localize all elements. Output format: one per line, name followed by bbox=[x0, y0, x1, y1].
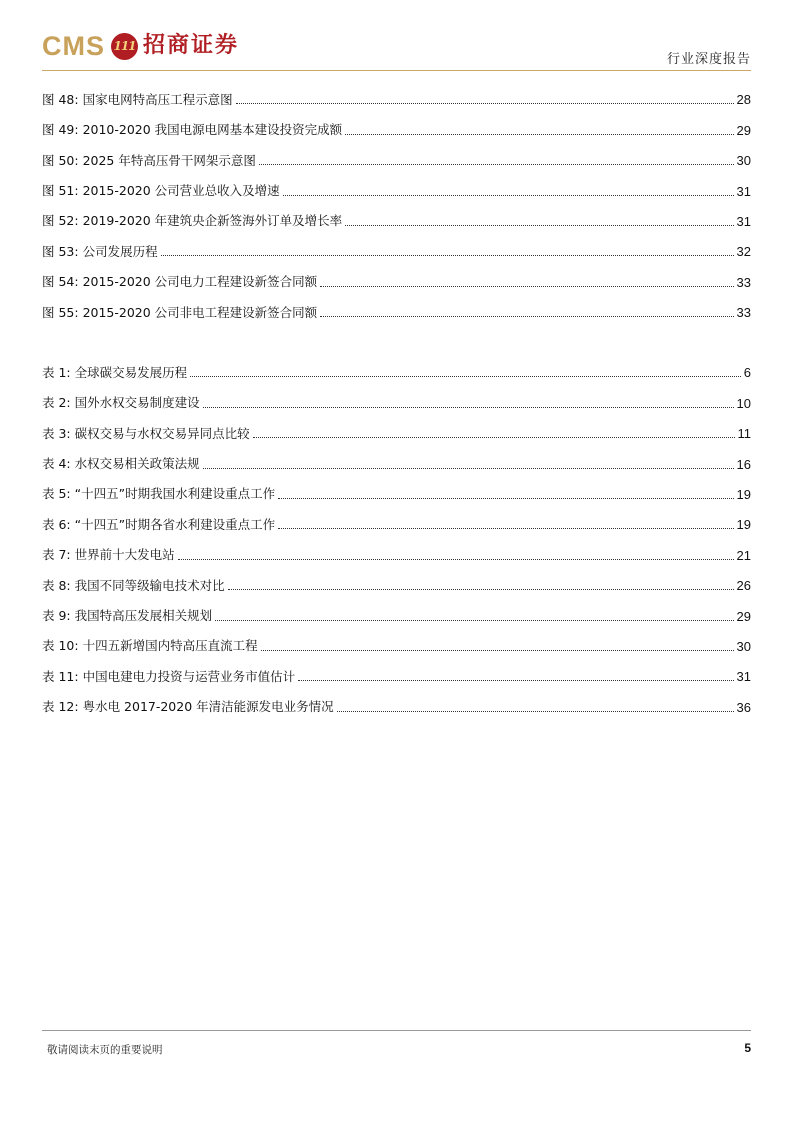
toc-entry-label: 表 5: “十四五”时期我国水利建设重点工作 bbox=[42, 486, 276, 502]
toc-entry[interactable] bbox=[42, 596, 751, 626]
toc-entry-label: 表 3: 碳权交易与水权交易异同点比较 bbox=[42, 425, 250, 441]
toc-entry-label: 图 52: 2019-2020 年建筑央企新签海外订单及增长率 bbox=[42, 213, 343, 229]
toc-entry-page: 31 bbox=[736, 183, 751, 199]
toc-dot-leader bbox=[283, 195, 734, 196]
toc-entry[interactable] bbox=[42, 262, 751, 292]
toc-entry-label: 表 8: 我国不同等级输电技术对比 bbox=[42, 577, 225, 593]
toc-entry-page: 19 bbox=[736, 486, 751, 502]
toc-entry[interactable] bbox=[42, 444, 751, 474]
figure-toc-list bbox=[42, 80, 751, 323]
toc-dot-leader bbox=[190, 376, 741, 377]
toc-dot-leader bbox=[337, 711, 734, 712]
toc-dot-leader bbox=[178, 559, 734, 560]
toc-entry-page: 11 bbox=[737, 426, 751, 442]
toc-entry[interactable] bbox=[42, 505, 751, 535]
toc-entry-page: 31 bbox=[736, 669, 751, 685]
toc-entry-page: 16 bbox=[736, 456, 751, 472]
footer-disclaimer-note: 敬请阅读末页的重要说明 bbox=[47, 1044, 163, 1056]
toc-entry-page: 6 bbox=[743, 365, 751, 381]
toc-entry-page: 29 bbox=[736, 608, 751, 624]
table-toc-list bbox=[42, 353, 751, 718]
logo-cms-text: CMS bbox=[42, 30, 105, 61]
toc-dot-leader bbox=[345, 225, 733, 226]
toc-dot-leader bbox=[278, 528, 733, 529]
toc-entry-label: 图 54: 2015-2020 公司电力工程建设新签合同额 bbox=[42, 274, 318, 290]
toc-dot-leader bbox=[215, 620, 733, 621]
logo-seal-icon: 111 bbox=[111, 33, 138, 60]
toc-entry-label: 表 2: 国外水权交易制度建设 bbox=[42, 395, 200, 411]
toc-entry-page: 10 bbox=[736, 395, 751, 411]
toc-entry-page: 29 bbox=[736, 122, 751, 138]
toc-entry-page: 32 bbox=[736, 244, 751, 260]
footer-page-number: 5 bbox=[744, 1041, 751, 1055]
toc-dot-leader bbox=[203, 468, 734, 469]
footer-divider bbox=[42, 1030, 751, 1031]
toc-entry-label: 图 49: 2010-2020 我国电源电网基本建设投资完成额 bbox=[42, 122, 343, 138]
toc-entry-page: 33 bbox=[736, 305, 751, 321]
toc-entry-page: 31 bbox=[736, 213, 751, 229]
cms-logo bbox=[42, 28, 239, 64]
toc-entry-label: 表 11: 中国电建电力投资与运营业务市值估计 bbox=[42, 668, 296, 684]
toc-entry-label: 表 1: 全球碳交易发展历程 bbox=[42, 364, 188, 380]
page-header bbox=[42, 26, 751, 70]
toc-entry-label: 表 10: 十四五新增国内特高压直流工程 bbox=[42, 638, 258, 654]
toc-entry[interactable] bbox=[42, 353, 751, 383]
toc-entry-page: 28 bbox=[736, 92, 751, 108]
toc-entry[interactable] bbox=[42, 110, 751, 140]
toc-entry[interactable] bbox=[42, 171, 751, 201]
toc-entry[interactable] bbox=[42, 141, 751, 171]
toc-entry-page: 36 bbox=[736, 699, 751, 715]
toc-dot-leader bbox=[261, 650, 734, 651]
toc-entry[interactable] bbox=[42, 202, 751, 232]
toc-dot-leader bbox=[320, 316, 733, 317]
toc-dot-leader bbox=[236, 103, 734, 104]
toc-entry-page: 19 bbox=[736, 517, 751, 533]
toc-entry-label: 表 12: 粤水电 2017-2020 年清洁能源发电业务情况 bbox=[42, 699, 334, 715]
toc-entry[interactable] bbox=[42, 475, 751, 505]
toc-dot-leader bbox=[228, 589, 734, 590]
toc-entry[interactable] bbox=[42, 657, 751, 687]
toc-entry-label: 图 53: 公司发展历程 bbox=[42, 243, 158, 259]
toc-entry-page: 26 bbox=[736, 578, 751, 594]
toc-entry[interactable] bbox=[42, 232, 751, 262]
toc-entry-page: 30 bbox=[736, 638, 751, 654]
toc-dot-leader bbox=[278, 498, 733, 499]
logo-chinese-text: 招商证券 bbox=[143, 33, 240, 58]
toc-entry-label: 图 48: 国家电网特高压工程示意图 bbox=[42, 91, 233, 107]
toc-entry-page: 21 bbox=[736, 547, 751, 563]
toc-entry[interactable] bbox=[42, 687, 751, 717]
toc-entry-page: 30 bbox=[736, 153, 751, 169]
toc-entry-label: 图 50: 2025 年特高压骨干网架示意图 bbox=[42, 152, 256, 168]
toc-entry-page: 33 bbox=[736, 274, 751, 290]
toc-dot-leader bbox=[203, 407, 734, 408]
report-type-label: 行业深度报告 bbox=[666, 52, 751, 67]
toc-entry-label: 表 6: “十四五”时期各省水利建设重点工作 bbox=[42, 516, 276, 532]
toc-entry-label: 表 7: 世界前十大发电站 bbox=[42, 547, 175, 563]
toc-dot-leader bbox=[298, 680, 733, 681]
toc-dot-leader bbox=[253, 437, 735, 438]
toc-entry[interactable] bbox=[42, 293, 751, 323]
toc-entry-label: 图 51: 2015-2020 公司营业总收入及增速 bbox=[42, 183, 280, 199]
toc-dot-leader bbox=[345, 134, 733, 135]
toc-dot-leader bbox=[161, 255, 734, 256]
toc-entry-label: 表 4: 水权交易相关政策法规 bbox=[42, 456, 200, 472]
toc-entry[interactable] bbox=[42, 566, 751, 596]
toc-entry[interactable] bbox=[42, 535, 751, 565]
toc-dot-leader bbox=[259, 164, 734, 165]
toc-entry[interactable] bbox=[42, 627, 751, 657]
toc-entry-label: 表 9: 我国特高压发展相关规划 bbox=[42, 608, 213, 624]
toc-entry[interactable] bbox=[42, 80, 751, 110]
toc-entry[interactable] bbox=[42, 414, 751, 444]
toc-entry-label: 图 55: 2015-2020 公司非电工程建设新签合同额 bbox=[42, 304, 318, 320]
toc-dot-leader bbox=[320, 286, 733, 287]
toc-entry[interactable] bbox=[42, 383, 751, 413]
header-divider bbox=[42, 70, 751, 71]
